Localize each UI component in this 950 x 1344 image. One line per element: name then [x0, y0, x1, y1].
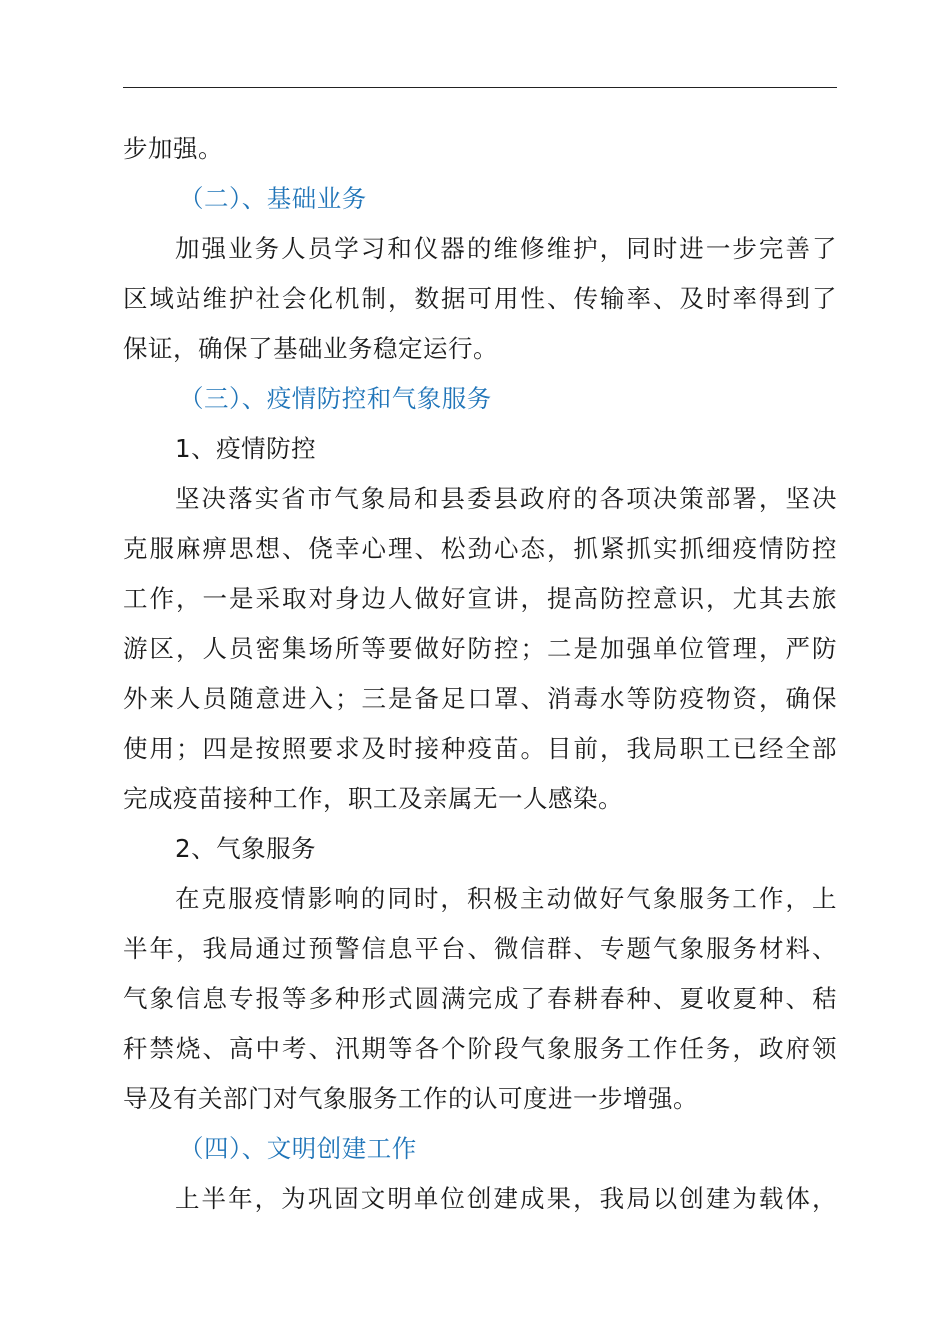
- paragraph-line: 秆禁烧、高中考、汛期等各个阶段气象服务工作任务，政府领: [123, 1034, 837, 1063]
- header-rule: [123, 87, 837, 88]
- paragraph-line: 区域站维护社会化机制，数据可用性、传输率、及时率得到了: [123, 284, 837, 313]
- section-heading-civilization: （四）、文明创建工作: [179, 1134, 417, 1163]
- paragraph-line: 工作，一是采取对身边人做好宣讲，提高防控意识，尤其去旅: [123, 584, 837, 613]
- paragraph-line: 完成疫苗接种工作，职工及亲属无一人感染。: [123, 784, 623, 813]
- paragraph-line: 导及有关部门对气象服务工作的认可度进一步增强。: [123, 1084, 698, 1113]
- section-heading-basic-business: （二）、基础业务: [179, 184, 367, 213]
- paragraph-line: 保证，确保了基础业务稳定运行。: [123, 334, 498, 363]
- paragraph-line: 克服麻痹思想、侥幸心理、松劲心态，抓紧抓实抓细疫情防控: [123, 534, 837, 563]
- paragraph-line: 气象信息专报等多种形式圆满完成了春耕春种、夏收夏种、秸: [123, 984, 837, 1013]
- paragraph-line: 半年，我局通过预警信息平台、微信群、专题气象服务材料、: [123, 934, 837, 963]
- paragraph-line: 使用；四是按照要求及时接种疫苗。目前，我局职工已经全部: [123, 734, 837, 763]
- subheading-weather-service: 2、气象服务: [175, 834, 317, 863]
- subheading-epidemic-control: 1、疫情防控: [175, 434, 317, 463]
- paragraph-line: 游区，人员密集场所等要做好防控；二是加强单位管理，严防: [123, 634, 837, 663]
- section-heading-epidemic-weather: （三）、疫情防控和气象服务: [179, 384, 492, 413]
- paragraph-line: 在克服疫情影响的同时，积极主动做好气象服务工作，上: [175, 884, 837, 913]
- paragraph-line: 上半年，为巩固文明单位创建成果，我局以创建为载体，: [175, 1184, 837, 1213]
- document-body: [123, 124, 837, 1224]
- paragraph-line: 加强业务人员学习和仪器的维修维护，同时进一步完善了: [175, 234, 837, 263]
- paragraph-line: 外来人员随意进入；三是备足口罩、消毒水等防疫物资，确保: [123, 684, 837, 713]
- paragraph-line: 步加强。: [123, 134, 223, 163]
- paragraph-line: 坚决落实省市气象局和县委县政府的各项决策部署，坚决: [175, 484, 837, 513]
